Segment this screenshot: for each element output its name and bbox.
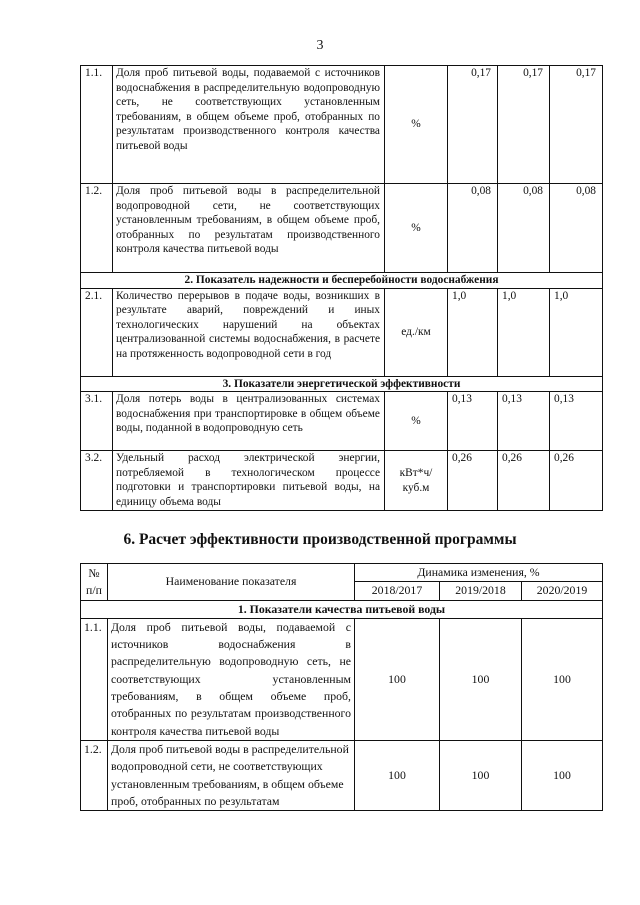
period-header: 2019/2018 — [440, 582, 522, 600]
row-number: 2.1. — [81, 288, 113, 376]
indicator-description: Доля потерь воды в централизованных системах водоснабжения при транспортировке в общем объеме воды, поданной в водопроводную сеть — [113, 392, 385, 451]
value-cell: 0,08 — [498, 184, 550, 273]
value-cell: 0,17 — [448, 66, 498, 184]
unit-cell: % — [385, 392, 448, 451]
page-number: 3 — [316, 38, 324, 53]
value-cell: 0,13 — [498, 392, 550, 451]
value-cell: 0,17 — [498, 66, 550, 184]
value-cell: 0,26 — [448, 451, 498, 511]
unit-cell: кВт*ч/ куб.м — [385, 451, 448, 511]
value-cell: 1,0 — [498, 288, 550, 376]
table-row — [81, 288, 603, 376]
section-row — [81, 376, 603, 392]
indicators-table — [80, 65, 603, 511]
indicator-description: Доля проб питьевой воды, подаваемой с источников водоснабжения в распределительную водопроводную сеть, не соответствующих установленным требованиям, в общем объеме проб, отобранных по результатам производственного контроля качества питьевой воды — [113, 66, 385, 184]
unit-cell: % — [385, 184, 448, 273]
section-title: 6. Расчет эффективности производственной программы — [123, 531, 517, 548]
value-cell: 100 — [440, 618, 522, 740]
header-row — [81, 564, 603, 582]
number-column-header: № п/п — [81, 564, 108, 601]
indicator-description: Доля проб питьевой воды в распределительной водопроводной сети, не соответствующих установленным требованиям, в общем объеме проб, отобранных по результатам — [108, 740, 355, 810]
value-cell: 100 — [355, 740, 440, 810]
indicator-description: Доля проб питьевой воды, подаваемой с источников водоснабжения в распределительную водопроводную сеть, не соответствующих установленным требованиям, в общем объеме проб, отобранных по результатам производственного контроля качества питьевой воды — [108, 618, 355, 740]
section-heading: 3. Показатели энергетической эффективности — [81, 376, 603, 392]
period-header: 2018/2017 — [355, 582, 440, 600]
table-row — [81, 66, 603, 184]
row-number: 3.2. — [81, 451, 113, 511]
unit-cell: % — [385, 66, 448, 184]
value-cell: 0,13 — [448, 392, 498, 451]
row-number: 1.1. — [81, 618, 108, 740]
value-cell: 0,13 — [550, 392, 603, 451]
row-number: 3.1. — [81, 392, 113, 451]
value-cell: 0,17 — [550, 66, 603, 184]
value-cell: 0,26 — [498, 451, 550, 511]
section-heading: 2. Показатель надежности и бесперебойности водоснабжения — [81, 273, 603, 289]
value-cell: 1,0 — [550, 288, 603, 376]
value-cell: 100 — [440, 740, 522, 810]
table-row — [81, 740, 603, 810]
section-row — [81, 273, 603, 289]
indicator-description: Удельный расход электрической энергии, потребляемой в технологическом процессе подготовки и транспортировки питьевой воды, на единицу объема воды — [113, 451, 385, 511]
indicator-description: Количество перерывов в подаче воды, возникших в результате аварий, повреждений и иных технологических нарушений на объектах централизованной системы водоснабжения, в расчете на протяженность водопроводной сети в год — [113, 288, 385, 376]
value-cell: 0,08 — [448, 184, 498, 273]
value-cell: 100 — [522, 618, 603, 740]
table-row — [81, 184, 603, 273]
section-row — [81, 600, 603, 618]
section-heading: 1. Показатели качества питьевой воды — [81, 600, 603, 618]
unit-cell: ед./км — [385, 288, 448, 376]
table-row — [81, 618, 603, 740]
period-header: 2020/2019 — [522, 582, 603, 600]
value-cell: 100 — [355, 618, 440, 740]
value-cell: 0,26 — [550, 451, 603, 511]
table-row — [81, 392, 603, 451]
value-cell: 0,08 — [550, 184, 603, 273]
dynamics-header: Динамика изменения, % — [355, 564, 603, 582]
row-number: 1.1. — [81, 66, 113, 184]
indicator-description: Доля проб питьевой воды в распределительной водопроводной сети, не соответствующих установленным требованиям, в общем объеме проб, отобранных по результатам производственного контроля качества питьевой воды — [113, 184, 385, 273]
table-row — [81, 451, 603, 511]
row-number: 1.2. — [81, 184, 113, 273]
efficiency-table — [80, 563, 603, 811]
value-cell: 1,0 — [448, 288, 498, 376]
value-cell: 100 — [522, 740, 603, 810]
name-column-header: Наименование показателя — [108, 564, 355, 601]
row-number: 1.2. — [81, 740, 108, 810]
